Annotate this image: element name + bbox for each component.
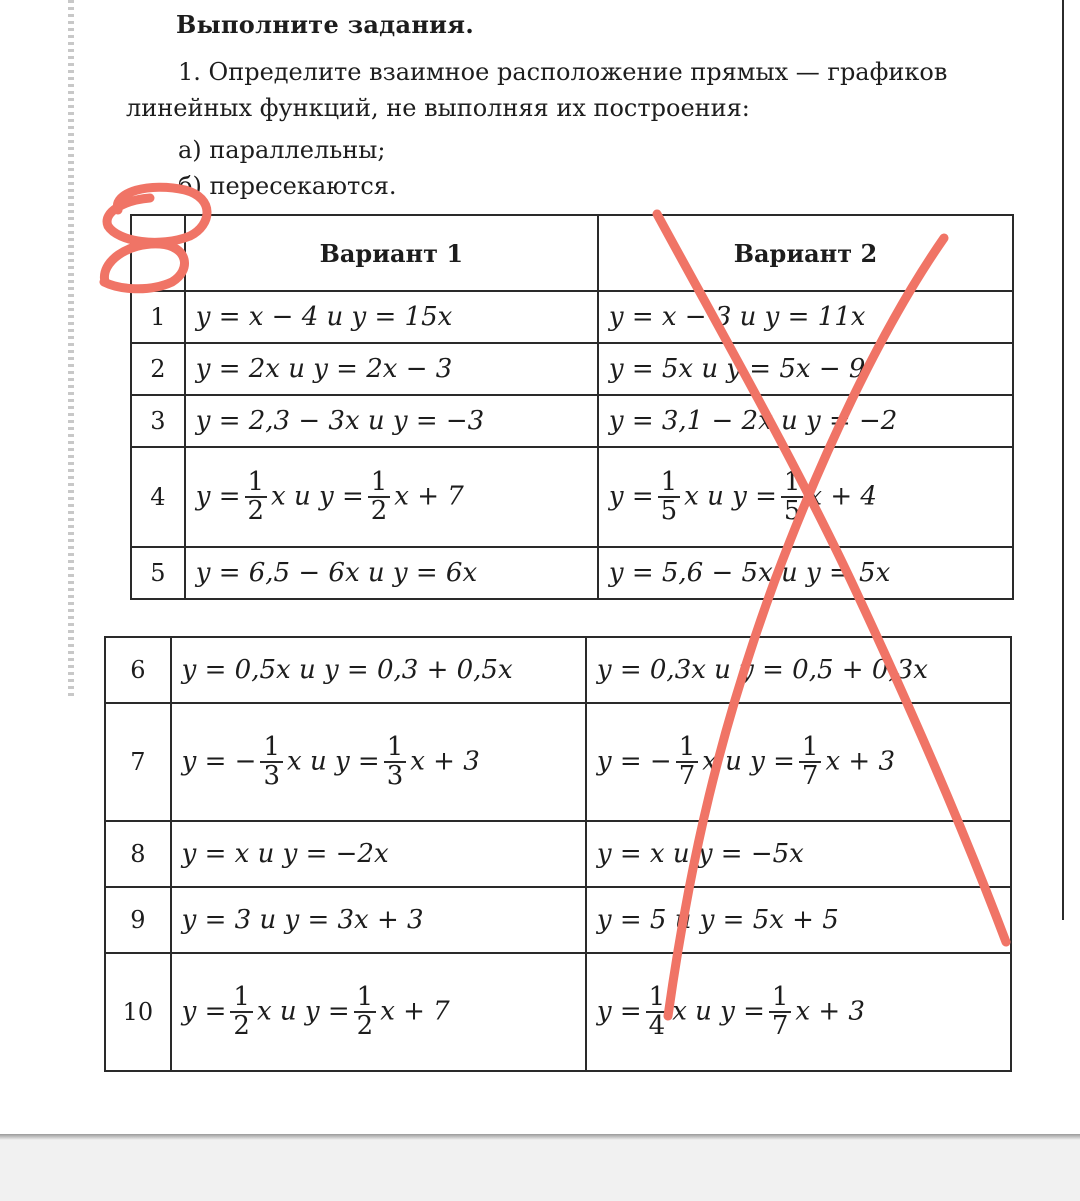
header-number-cell: [131, 215, 185, 291]
header-variant-1: Вариант 1: [185, 215, 598, 291]
fraction: [658, 466, 681, 526]
table-row: [105, 953, 1011, 1071]
variant-2-cell: y = 3,1 − 2x и y = −2: [598, 395, 1013, 447]
fraction-denominator: 7: [678, 761, 696, 791]
row-number: 3: [131, 395, 185, 447]
fraction-numerator: 1: [676, 734, 699, 763]
variant-2-cell: y = 5 и y = 5x + 5: [586, 887, 1011, 953]
formula-text: y = −: [596, 746, 672, 776]
row-number: 8: [105, 821, 171, 887]
row-number: 2: [131, 343, 185, 395]
variant-2-cell: y = x и y = −5x: [586, 821, 1011, 887]
header-variant-2: Вариант 2: [598, 215, 1013, 291]
fraction: [384, 731, 407, 791]
variant-1-cell: [171, 953, 586, 1071]
formula-text: x + 4: [807, 481, 877, 511]
fraction-numerator: 1: [384, 734, 407, 763]
formula-text: x и y =: [287, 746, 380, 776]
formula-text: x и y =: [256, 996, 350, 1026]
fraction-numerator: 1: [245, 469, 268, 498]
formula-text: y =: [608, 481, 654, 511]
table-row: [131, 395, 1013, 447]
table-row: [105, 821, 1011, 887]
fraction-denominator: 3: [263, 761, 281, 791]
formula-text: y = −: [181, 746, 257, 776]
formula-text: x + 3: [795, 996, 865, 1026]
formula-text: x + 3: [825, 746, 895, 776]
fraction: [799, 731, 822, 791]
page-heading: Выполните задания.: [176, 10, 474, 39]
variant-2-cell: y = 5x и y = 5x − 9: [598, 343, 1013, 395]
fraction-numerator: 1: [799, 734, 822, 763]
formula-text: x + 7: [394, 481, 464, 511]
fraction-numerator: 1: [368, 469, 391, 498]
table-row: [131, 291, 1013, 343]
page-edge-shadow: [0, 1134, 1080, 1140]
table-header-row: [131, 215, 1013, 291]
fraction-numerator: 1: [260, 734, 283, 763]
fraction: [368, 466, 391, 526]
variant-1-cell: y = 2x и y = 2x − 3: [185, 343, 598, 395]
fraction: [676, 731, 699, 791]
formula-text: y =: [195, 481, 241, 511]
row-number: 9: [105, 887, 171, 953]
fraction-numerator: 1: [781, 469, 804, 498]
fraction-denominator: 2: [233, 1011, 250, 1041]
formula-text: y =: [596, 996, 642, 1026]
table-row: [105, 887, 1011, 953]
row-number: 7: [105, 703, 171, 821]
task-option-b: б) пересекаются.: [178, 172, 397, 200]
fraction-denominator: 5: [660, 496, 678, 526]
variant-1-cell: y = 3 и y = 3x + 3: [171, 887, 586, 953]
variant-2-cell: y = 0,3x и y = 0,5 + 0,3x: [586, 637, 1011, 703]
fraction: [646, 981, 669, 1041]
fraction-numerator: 1: [230, 984, 253, 1013]
table-row: [105, 703, 1011, 821]
variant-1-cell: y = x − 4 и y = 15x: [185, 291, 598, 343]
variant-1-cell: y = x и y = −2x: [171, 821, 586, 887]
fraction: [781, 466, 804, 526]
table-row: [131, 447, 1013, 547]
variant-2-cell: y = 5,6 − 5x и y = 5x: [598, 547, 1013, 599]
fraction-numerator: 1: [646, 984, 669, 1013]
fraction-denominator: 3: [386, 761, 404, 791]
next-page-edge: [1062, 0, 1080, 920]
variants-table-bottom: [104, 636, 1012, 1072]
formula-text: x и y =: [684, 481, 777, 511]
fraction-denominator: 7: [771, 1011, 789, 1041]
fraction-numerator: 1: [769, 984, 792, 1013]
formula-text: x и y =: [702, 746, 795, 776]
fraction: [354, 981, 377, 1041]
variant-1-cell: y = 0,5x и y = 0,3 + 0,5x: [171, 637, 586, 703]
fraction-denominator: 2: [370, 496, 388, 526]
fraction-denominator: 4: [648, 1011, 666, 1041]
row-number: 4: [131, 447, 185, 547]
fraction-numerator: 1: [354, 984, 377, 1013]
variant-1-cell: y = 2,3 − 3x и y = −3: [185, 395, 598, 447]
page-binding-edge: [68, 0, 74, 700]
formula-text: x + 7: [380, 996, 450, 1026]
table-row: [105, 637, 1011, 703]
variants-table-top: [130, 214, 1014, 600]
variant-2-cell: [598, 447, 1013, 547]
task-option-a: а) параллельны;: [178, 136, 386, 164]
fraction-denominator: 2: [356, 1011, 374, 1041]
fraction-denominator: 5: [783, 496, 801, 526]
variant-2-cell: [586, 703, 1011, 821]
variant-1-cell: y = 6,5 − 6x и y = 6x: [185, 547, 598, 599]
variant-2-cell: [586, 953, 1011, 1071]
variant-1-cell: [171, 703, 586, 821]
row-number: 5: [131, 547, 185, 599]
formula-text: x и y =: [672, 996, 765, 1026]
fraction: [245, 466, 268, 526]
formula-text: x + 3: [410, 746, 480, 776]
variant-1-cell: [185, 447, 598, 547]
fraction-numerator: 1: [658, 469, 681, 498]
fraction: [230, 981, 253, 1041]
row-number: 6: [105, 637, 171, 703]
row-number: 10: [105, 953, 171, 1071]
table-row: [131, 343, 1013, 395]
fraction: [769, 981, 792, 1041]
task-text-line-2: линейных функций, не выполняя их построения:: [126, 94, 750, 122]
task-text-line-1: 1. Определите взаимное расположение прямых — графиков: [178, 58, 948, 86]
formula-text: x и y =: [271, 481, 364, 511]
fraction-denominator: 2: [247, 496, 265, 526]
fraction-denominator: 7: [801, 761, 819, 791]
variant-2-cell: y = x − 3 и y = 11x: [598, 291, 1013, 343]
fraction: [260, 731, 283, 791]
row-number: 1: [131, 291, 185, 343]
table-row: [131, 547, 1013, 599]
formula-text: y =: [181, 996, 227, 1026]
